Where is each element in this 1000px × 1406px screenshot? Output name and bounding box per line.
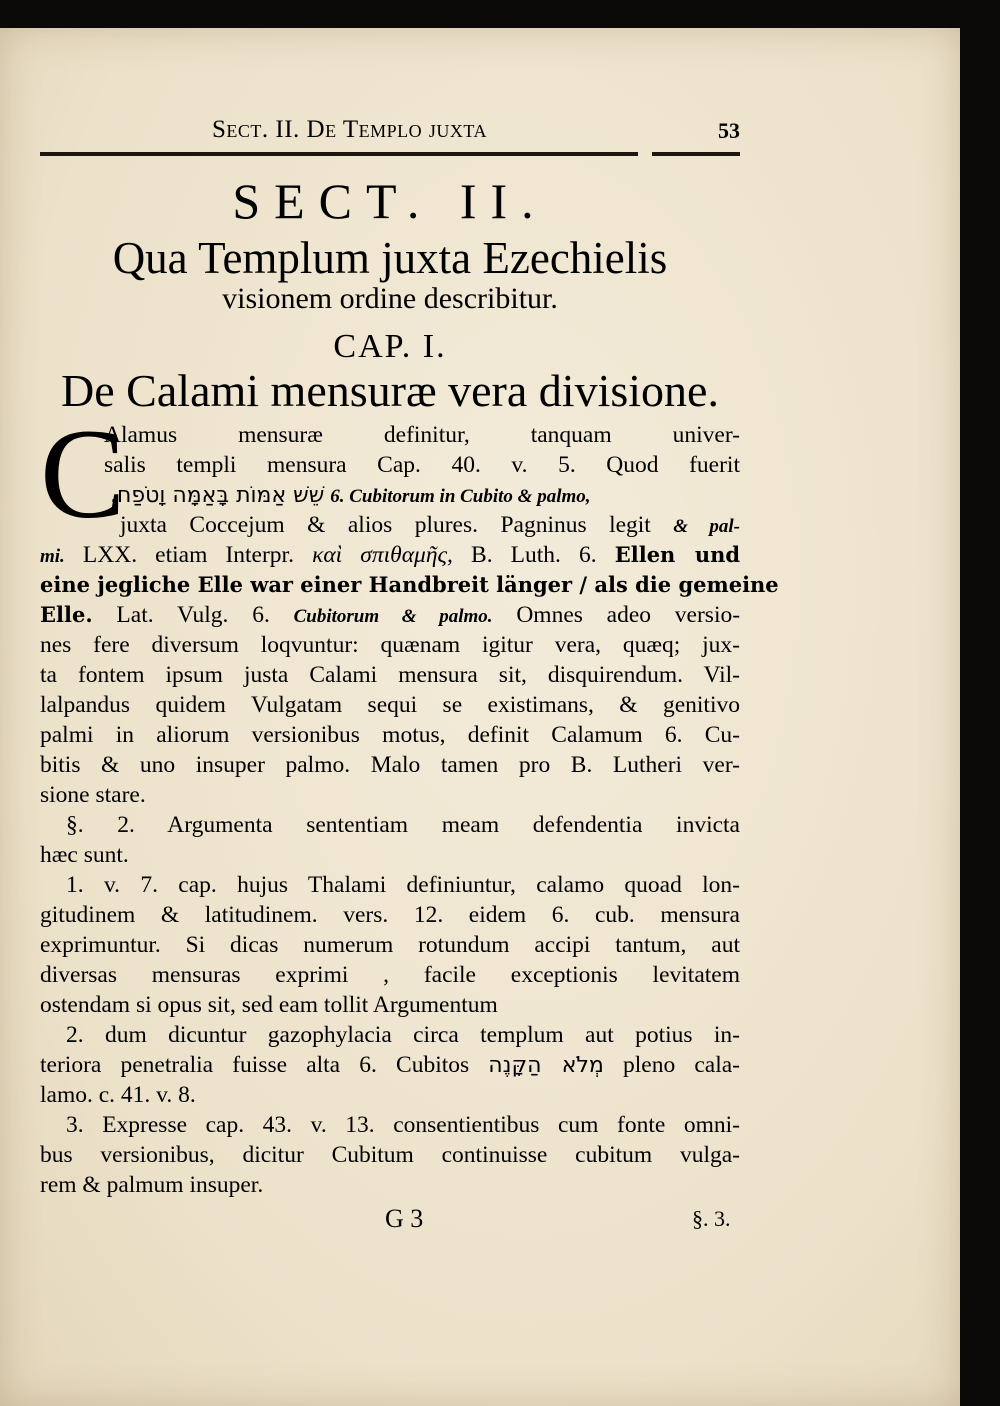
text-line: bus versionibus, dicitur Cubitum continuisse cubitum vulga- <box>40 1142 740 1168</box>
text-line: lamo. c. 41. v. 8. <box>40 1082 196 1108</box>
section-subtitle-line-2: visionem ordine describitur. <box>222 282 558 315</box>
text-line: sione stare. <box>40 782 146 808</box>
text-line: exprimuntur. Si dicas numerum rotundum accipi tantum, aut <box>40 932 740 958</box>
section-subtitle-line-1: Qua Templum juxta Ezechielis <box>112 233 668 283</box>
text-line: Alamus mensuræ definitur, tanquam univer- <box>104 422 740 448</box>
text-line: §. 2. Argumenta sententiam meam defendentia invicta <box>66 812 740 838</box>
drop-cap: C <box>40 403 126 545</box>
body-text <box>40 403 779 1200</box>
italic-gloss: 6. Cubitorum in Cubito & palmo, <box>330 486 591 507</box>
head-rule-short <box>652 152 740 156</box>
german-text: Ellen und <box>614 542 741 567</box>
chapter-label: CAP. I. <box>333 328 447 365</box>
text-line: ta fontem ipsum justa Calami mensura sit, disquirendum. Vil- <box>40 662 740 688</box>
text-line <box>110 480 740 510</box>
text-line: teriora penetralia fuisse alta 6. Cubitos מְלֹא הַקָּנֶה pleno cala- <box>40 1052 741 1078</box>
german-text-line: eine jegliche Elle war einer Handbreit länger / als die gemeine <box>40 572 779 597</box>
text-line: lalpandus quidem Vulgatam sequi se existimans, & genitivo <box>40 692 740 718</box>
signature-mark: G 3 <box>385 1204 424 1233</box>
running-head-title: Sect. II. De Templo juxta <box>212 116 487 143</box>
page-number: 53 <box>718 118 740 143</box>
head-rule <box>40 152 638 156</box>
hebrew-quote: מְלֹא הַקָּנֶה <box>488 1053 604 1078</box>
text-line: 3. Expresse cap. 43. v. 13. consentientibus cum fonte omni- <box>66 1112 740 1138</box>
text-line: nes fere diversum loqvuntur: quænam igitur vera, quæq; jux- <box>40 632 740 658</box>
text-line: ostendam si opus sit, sed eam tollit Argumentum <box>40 992 498 1018</box>
text-line: palmi in aliorum versionibus motus, definit Calamum 6. Cu- <box>40 722 740 748</box>
hebrew-quote: שֵׁשׁ אַמּוֹת בָּאַמָּה וָטֹפַח. <box>110 483 325 508</box>
running-head <box>40 112 740 162</box>
section-title: SECT. II. <box>232 173 548 229</box>
text-line: diversas mensuras exprimi , facile exceptionis levitatem <box>40 962 740 988</box>
catchword: §. 3. <box>692 1206 731 1231</box>
text-line: mi. LXX. etiam Interpr. καὶ σπιθαμῆς, B. Luth. 6. Ellen und <box>40 542 741 568</box>
chapter-title: De Calami mensuræ vera divisione. <box>61 365 719 416</box>
text-line: juxta Coccejum & alios plures. Pagninus legit & pal- <box>120 512 740 538</box>
text-line: bitis & uno insuper palmo. Malo tamen pro B. Lutheri ver- <box>40 752 740 778</box>
text-line: salis templi mensura Cap. 40. v. 5. Quod fuerit <box>104 452 740 478</box>
text-line: rem & palmum insuper. <box>40 1172 264 1198</box>
greek-text: καὶ σπιθαμῆς, <box>312 542 453 568</box>
text-line: 2. dum dicuntur gazophylacia circa templum aut potius in- <box>66 1022 740 1048</box>
text-line: Elle. Lat. Vulg. 6. Cubitorum & palmo. Omnes adeo versio- <box>40 602 741 628</box>
text-line: gitudinem & latitudinem. vers. 12. eidem 6. cub. mensura <box>40 902 740 928</box>
text-line: hæc sunt. <box>40 842 129 868</box>
text-line: 1. v. 7. cap. hujus Thalami definiuntur, calamo quoad lon- <box>66 872 740 898</box>
